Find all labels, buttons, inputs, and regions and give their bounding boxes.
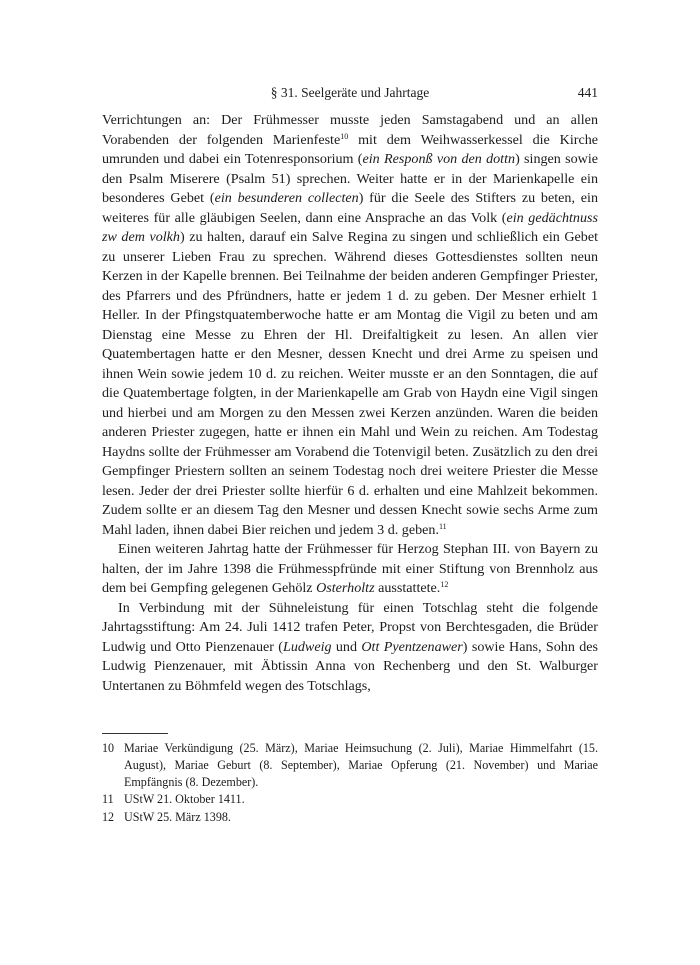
text-run: ) singen sowie den Psalm Miserere (Psalm 51) sprechen. Weiter hatte er in der Marienkapelle ein besonderes Gebet ( (102, 151, 598, 206)
footnote-text: Mariae Verkündigung (25. März), Mariae Heimsuchung (2. Juli), Mariae Himmelfahrt (15. August), Mariae Geburt (8. September), Mariae Opferung (21. November) und Mariae Empfängnis (8. Dezember). (124, 741, 598, 789)
footnote (102, 809, 598, 826)
text-run: ausstattete. (374, 580, 441, 596)
text-run: Einen weiteren Jahrtag hatte der Frühmesser für Herzog Stephan III. von Bayern zu halten, der im Jahre 1398 die Frühmesspfründe mit einer Stiftung von Brennholz aus dem bei Gempfing gelegenen Gehölz (102, 541, 598, 596)
quoted-source-text: ein Responß von den dottn (362, 151, 516, 167)
footnote-marker: 12 (440, 580, 449, 589)
footnote-marker: 10 (340, 131, 349, 141)
text-run: Verrichtungen an: Der Frühmesser musste jeden Samstagabend und an allen Vorabenden der folgenden Marienfeste (102, 112, 598, 148)
quoted-source-text: ein besunderen collecten (214, 190, 359, 206)
text-run: ) sowie Hans, Sohn des Ludwig Pienzenauer, mit Äbtissin Anna von Rechenberg und den St. Walburger Untertanen zu Böhmfeld wegen des Totschlags, (102, 638, 598, 694)
page-number: 441 (577, 85, 598, 100)
footnote-number: 10 (102, 741, 115, 755)
text-run: ) für die Seele des Stifters zu beten, ein weiteres für alle gläubigen Seelen, dann eine Ansprache an das Volk ( (102, 190, 598, 226)
quoted-source-text: ein gedächtnuss zw dem volkh (102, 209, 598, 245)
footnotes (102, 740, 598, 827)
footnote-rule (102, 733, 168, 734)
running-title: § 31. Seelgeräte und Jahrtage (270, 85, 430, 100)
quoted-source-text: Ott Pyentzenawer (361, 638, 463, 655)
quoted-source-text: Osterholtz (316, 580, 375, 596)
footnote (102, 740, 598, 790)
text-run: und (331, 638, 362, 655)
quoted-source-text: Ludweig (282, 638, 332, 655)
text-run: In Verbindung mit der Sühneleistung für einen Totschlag steht die folgende Jahrtagsstiftung: Am 24. Juli 1412 trafen Peter, Propst von Berchtesgaden, die Brüder Ludwig und Otto Pienzenauer ( (102, 599, 598, 655)
body-paragraph (102, 599, 598, 697)
body-paragraph (102, 111, 598, 540)
text-run: mit dem Weihwasserkessel die Kirche umrunden und dabei ein Totenresponsorium ( (102, 131, 598, 167)
running-header (102, 85, 598, 105)
footnote-number: 11 (102, 792, 114, 807)
text-run: ) zu halten, darauf ein Salve Regina zu singen und schließlich ein Gebet zu unserer Lieben Frau zu sprechen. Während dieses Gottesdienstes sollten neun Kerzen in der Kapelle brennen. Bei Teilnahme der beiden anderen Gempfinger Priester, des Pfarrers und des Pfründners, hatte er jedem 1 d. zu geben. Der Mesner erhielt 1 Heller. In der Pfingstquatemberwoche hatte er am Montag die Vigil zu beten und am Dienstag eine Messe zu Ehren der Hl. Dreifaltigkeit zu lesen. An allen vier Quatembertagen hatte er den Mesner, dessen Knecht und drei Arme zu speisen und ihnen Wein sowie jedem 10 d. zu reichen. Weiter musste er an den Sonntagen, die auf die Quatembertage folgten, in der Marienkapelle am Grab von Haydn eine Vigil singen und hierbei und am Morgen zu den Messen zwei Kerzen anzünden. Waren die beiden anderen Priester zugegen, hatte er ihnen ein Mahl und Wein zu reichen. Am Todestag Haydns sollte der Frühmesser am Vorabend die Totenvigil beten. Zusätzlich zu den drei Gempfinger Priestern sollten an seinem Todestag noch drei weitere Priester die Messe lesen. Jeder der drei Priester sollte hierfür 6 d. erhalten und eine Mahlzeit bekommen. Zudem sollte er an diesem Tag den Mesner und dessen Knecht sowie sechs Arme zum Mahl laden, ihnen dabei Bier reichen und jedem 3 d. geben. (102, 229, 598, 538)
footnote-marker: 11 (438, 521, 447, 531)
footnote (102, 791, 598, 808)
footnote-text: UStW 21. Oktober 1411. (124, 792, 245, 807)
footnote-number: 12 (102, 810, 115, 825)
body-text (102, 111, 598, 696)
body-paragraph (102, 540, 598, 599)
footnote-text: UStW 25. März 1398. (124, 810, 231, 825)
